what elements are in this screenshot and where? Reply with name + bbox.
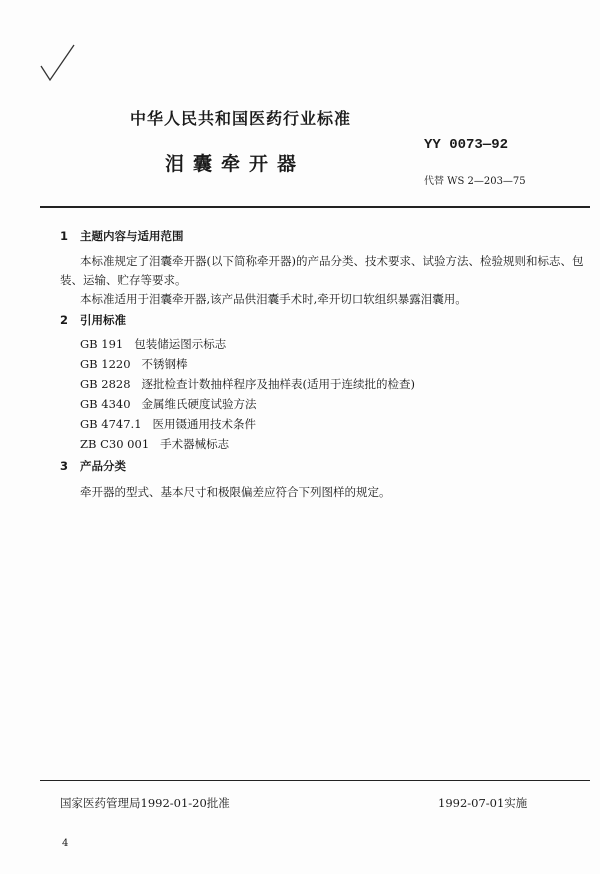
header-divider (40, 206, 590, 208)
reference-item: GB 1220 不锈钢棒 (80, 357, 188, 371)
section-3-heading: 3 产品分类 (60, 459, 127, 473)
page-number: 4 (62, 838, 69, 849)
approval-date: 国家医药管理局1992-01-20批准 (60, 796, 230, 810)
paragraph: 装、运输、贮存等要求。 (60, 273, 187, 287)
checkmark-icon (38, 42, 78, 84)
paragraph: 本标准适用于泪囊牵开器,该产品供泪囊手术时,牵开切口软组织暴露泪囊用。 (80, 292, 467, 306)
section-2-heading: 2 引用标准 (60, 313, 127, 327)
replaces-standard: 代替 WS 2—203—75 (424, 176, 526, 187)
section-1-heading: 1 主题内容与适用范围 (60, 229, 184, 243)
reference-item: ZB C30 001 手术器械标志 (80, 437, 230, 451)
paragraph: 牵开器的型式、基本尺寸和极限偏差应符合下列图样的规定。 (80, 485, 391, 499)
reference-item: GB 4340 金属维氏硬度试验方法 (80, 397, 257, 411)
effective-date: 1992-07-01实施 (438, 796, 528, 810)
document-title: 泪囊牵开器 (165, 153, 306, 175)
paragraph: 本标准规定了泪囊牵开器(以下简称牵开器)的产品分类、技术要求、试验方法、检验规则和标志、包 (80, 254, 584, 268)
standard-code: YY 0073—92 (424, 137, 509, 153)
reference-item: GB 2828 逐批检查计数抽样程序及抽样表(适用于连续批的检查) (80, 377, 416, 391)
reference-item: GB 4747.1 医用镊通用技术条件 (80, 417, 257, 431)
standard-category-title: 中华人民共和国医药行业标准 (130, 109, 352, 128)
footer-divider (40, 780, 590, 781)
reference-item: GB 191 包装储运图示标志 (80, 337, 227, 351)
